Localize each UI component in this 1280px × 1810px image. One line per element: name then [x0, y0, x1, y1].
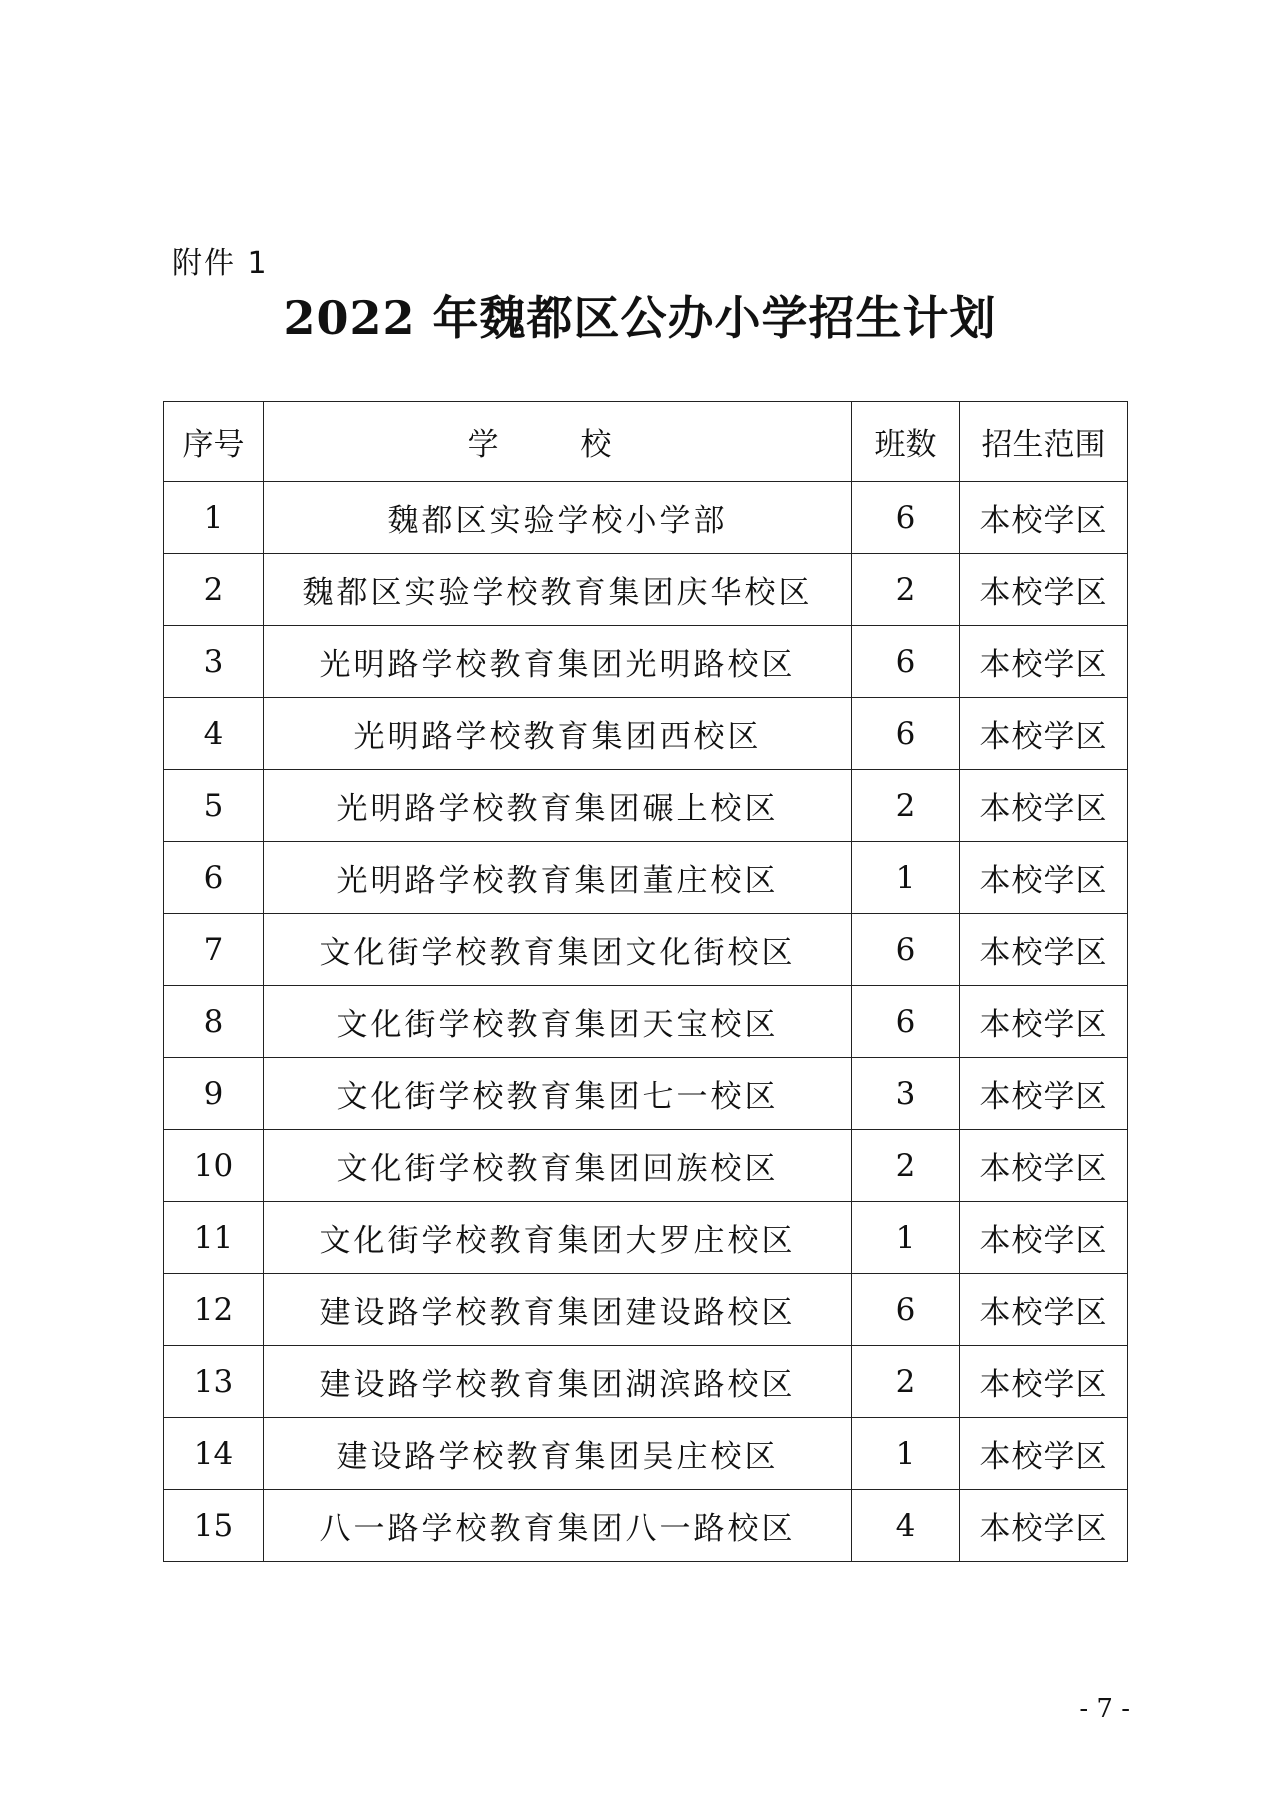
table-body: [164, 482, 1128, 1562]
row-classes: 6: [852, 626, 960, 698]
table-row: [164, 1130, 1128, 1202]
row-school: 魏都区实验学校教育集团庆华校区: [264, 554, 852, 626]
table-row: [164, 842, 1128, 914]
row-range: 本校学区: [960, 1346, 1128, 1418]
row-school: 光明路学校教育集团董庄校区: [264, 842, 852, 914]
row-range: 本校学区: [960, 698, 1128, 770]
row-school: 文化街学校教育集团大罗庄校区: [264, 1202, 852, 1274]
row-classes: 2: [852, 1130, 960, 1202]
row-range: 本校学区: [960, 914, 1128, 986]
row-index: 14: [164, 1418, 264, 1490]
table-row: [164, 1274, 1128, 1346]
row-range: 本校学区: [960, 842, 1128, 914]
table-row: [164, 698, 1128, 770]
table-row: [164, 986, 1128, 1058]
row-index: 12: [164, 1274, 264, 1346]
table-row: [164, 626, 1128, 698]
row-range: 本校学区: [960, 482, 1128, 554]
row-school: 光明路学校教育集团碾上校区: [264, 770, 852, 842]
row-classes: 2: [852, 1346, 960, 1418]
table-header-row: [164, 402, 1128, 482]
row-classes: 6: [852, 1274, 960, 1346]
row-range: 本校学区: [960, 554, 1128, 626]
row-school: 文化街学校教育集团文化街校区: [264, 914, 852, 986]
table-row: [164, 482, 1128, 554]
row-classes: 6: [852, 698, 960, 770]
enrollment-plan-table: [163, 401, 1128, 1562]
row-range: 本校学区: [960, 1418, 1128, 1490]
row-classes: 1: [852, 842, 960, 914]
row-classes: 2: [852, 554, 960, 626]
row-classes: 6: [852, 482, 960, 554]
table-row: [164, 554, 1128, 626]
row-classes: 2: [852, 770, 960, 842]
row-index: 11: [164, 1202, 264, 1274]
row-school: 光明路学校教育集团西校区: [264, 698, 852, 770]
row-index: 5: [164, 770, 264, 842]
row-range: 本校学区: [960, 770, 1128, 842]
row-range: 本校学区: [960, 986, 1128, 1058]
table-row: [164, 914, 1128, 986]
page-title: 2022 年魏都区公办小学招生计划: [283, 291, 997, 345]
header-school: 学 校: [264, 402, 852, 482]
table-row: [164, 1490, 1128, 1562]
row-range: 本校学区: [960, 1202, 1128, 1274]
row-classes: 3: [852, 1058, 960, 1130]
row-school: 文化街学校教育集团天宝校区: [264, 986, 852, 1058]
row-range: 本校学区: [960, 1274, 1128, 1346]
row-index: 8: [164, 986, 264, 1058]
row-index: 7: [164, 914, 264, 986]
row-school: 建设路学校教育集团吴庄校区: [264, 1418, 852, 1490]
row-index: 13: [164, 1346, 264, 1418]
table-row: [164, 770, 1128, 842]
row-range: 本校学区: [960, 1130, 1128, 1202]
row-range: 本校学区: [960, 1058, 1128, 1130]
row-index: 2: [164, 554, 264, 626]
row-index: 10: [164, 1130, 264, 1202]
row-index: 15: [164, 1490, 264, 1562]
row-school: 文化街学校教育集团七一校区: [264, 1058, 852, 1130]
row-index: 6: [164, 842, 264, 914]
table-row: [164, 1418, 1128, 1490]
row-school: 文化街学校教育集团回族校区: [264, 1130, 852, 1202]
row-index: 4: [164, 698, 264, 770]
table-row: [164, 1202, 1128, 1274]
row-school: 建设路学校教育集团湖滨路校区: [264, 1346, 852, 1418]
row-index: 1: [164, 482, 264, 554]
row-classes: 1: [852, 1202, 960, 1274]
header-classes: 班数: [852, 402, 960, 482]
row-school: 魏都区实验学校小学部: [264, 482, 852, 554]
row-index: 3: [164, 626, 264, 698]
row-school: 八一路学校教育集团八一路校区: [264, 1490, 852, 1562]
row-classes: 6: [852, 914, 960, 986]
attachment-label: 附件 1: [172, 246, 269, 281]
row-range: 本校学区: [960, 626, 1128, 698]
row-classes: 6: [852, 986, 960, 1058]
header-range: 招生范围: [960, 402, 1128, 482]
row-school: 光明路学校教育集团光明路校区: [264, 626, 852, 698]
row-range: 本校学区: [960, 1490, 1128, 1562]
header-index: 序号: [164, 402, 264, 482]
row-classes: 1: [852, 1418, 960, 1490]
row-classes: 4: [852, 1490, 960, 1562]
table-row: [164, 1346, 1128, 1418]
row-school: 建设路学校教育集团建设路校区: [264, 1274, 852, 1346]
row-index: 9: [164, 1058, 264, 1130]
page-number: - 7 -: [1079, 1694, 1130, 1724]
table-row: [164, 1058, 1128, 1130]
